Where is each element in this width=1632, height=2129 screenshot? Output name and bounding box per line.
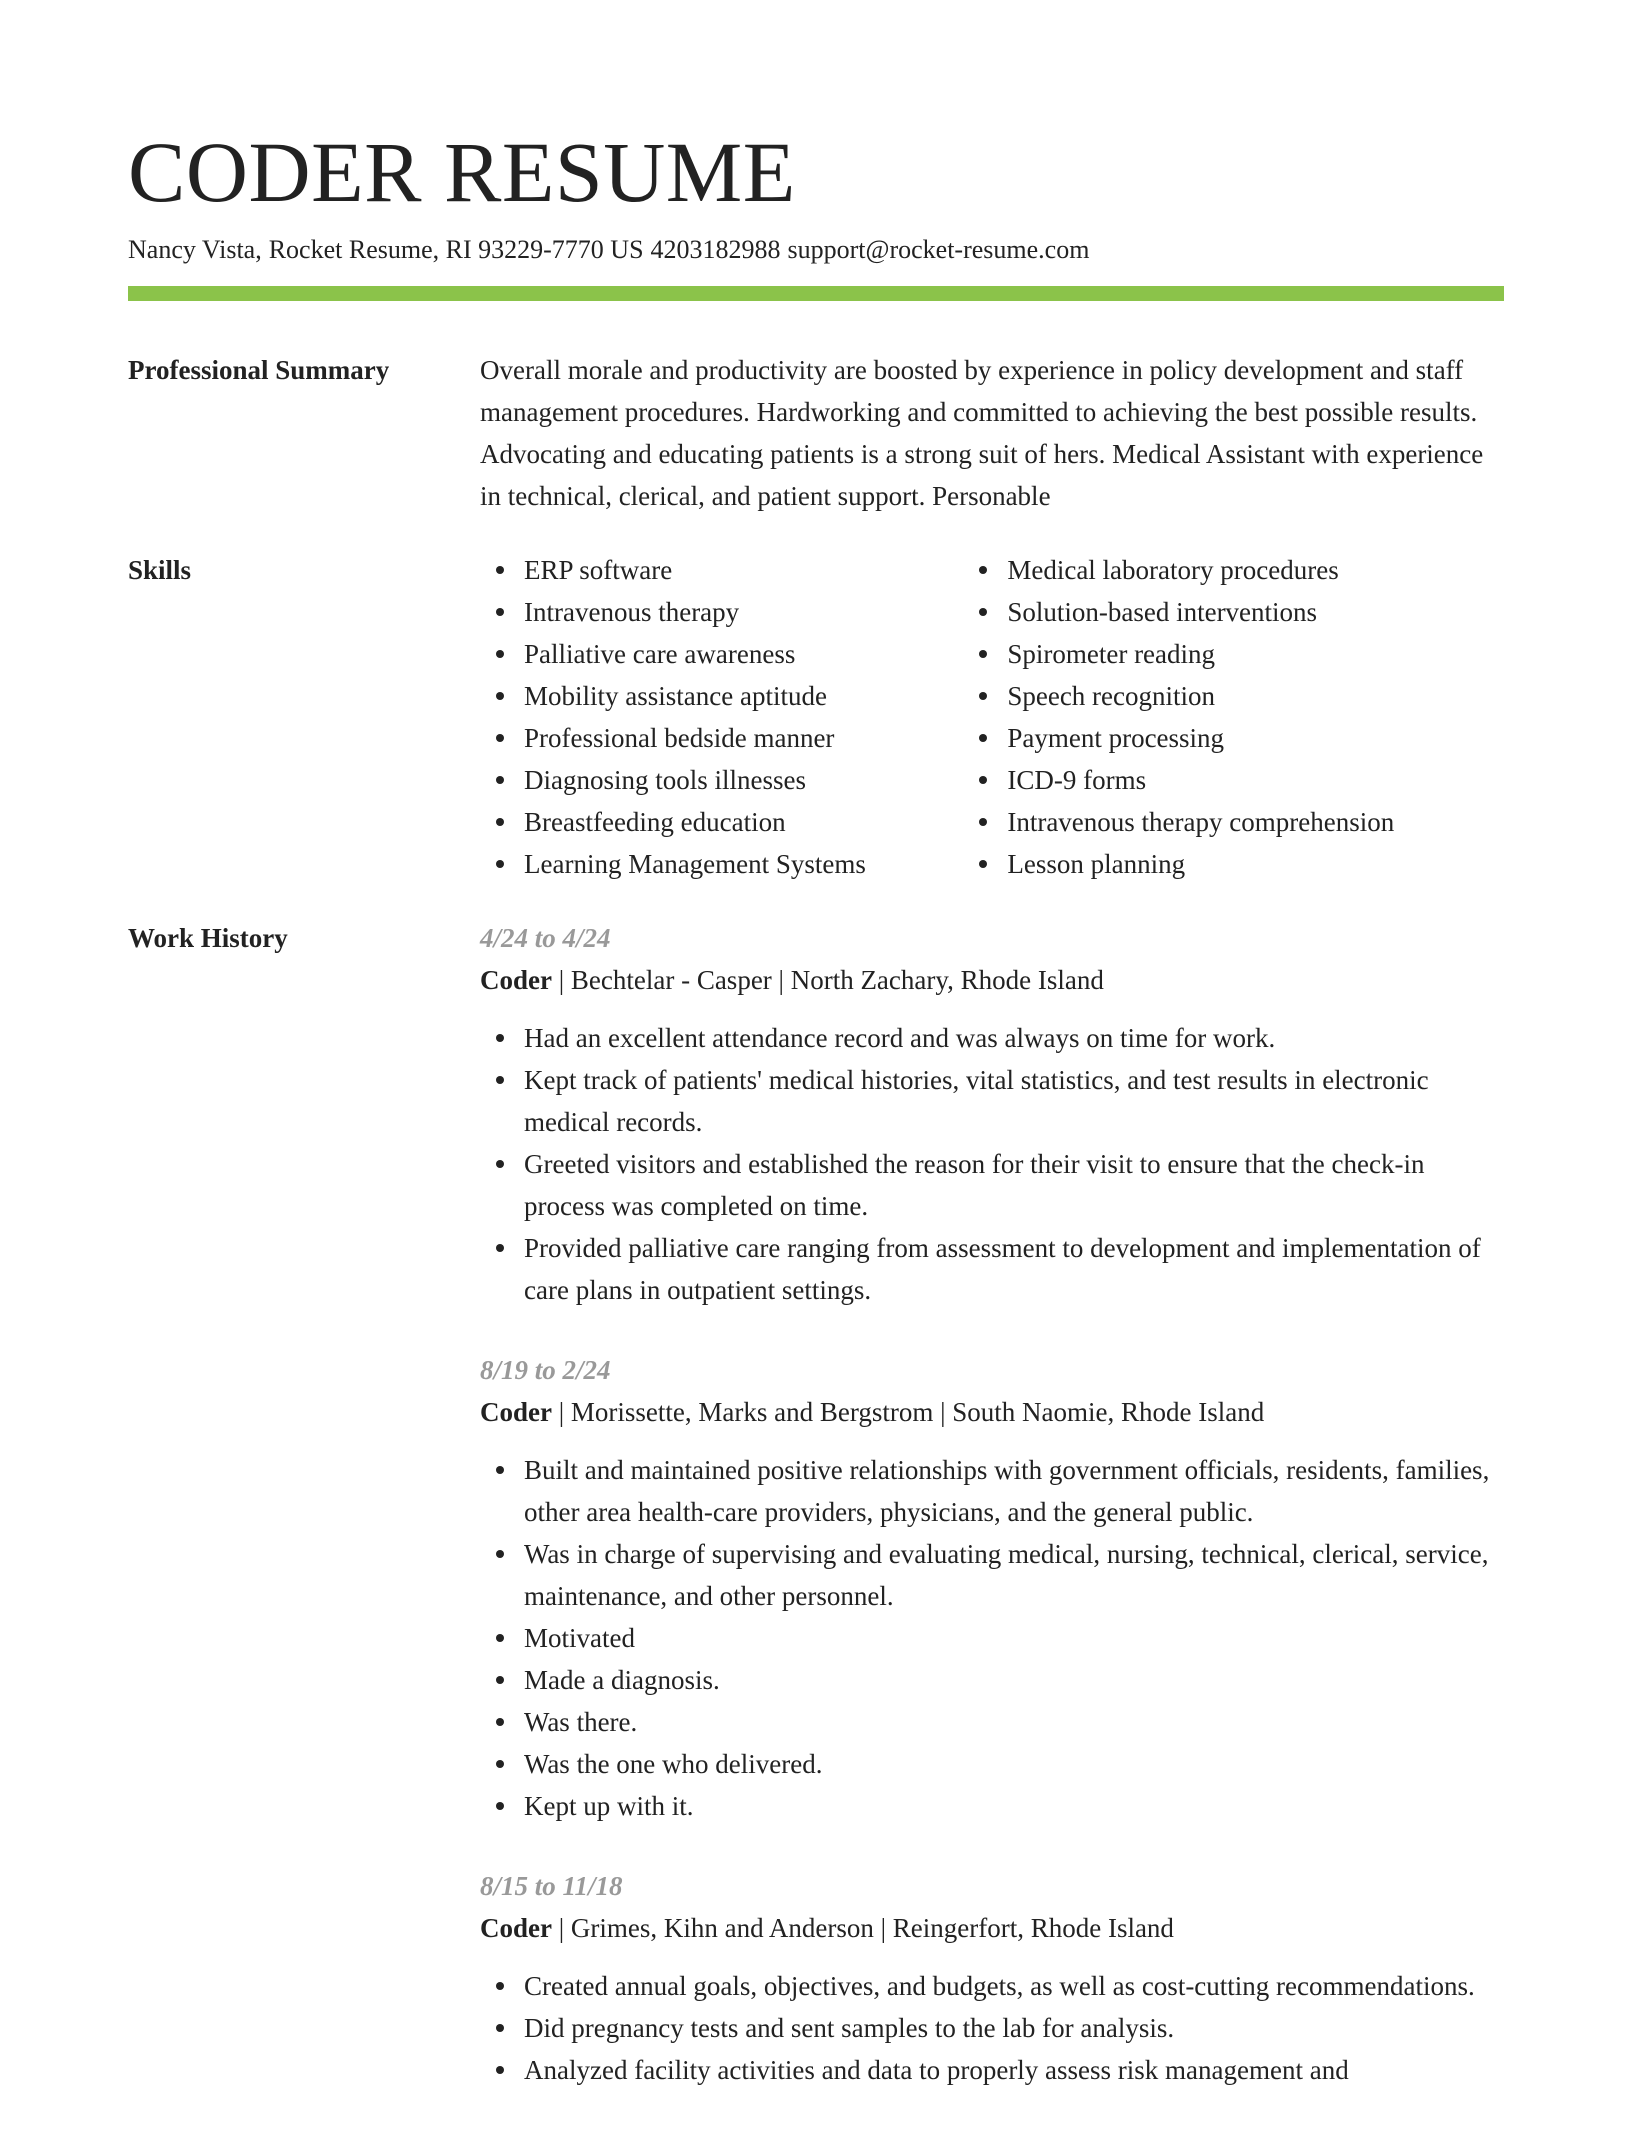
skill-item: Professional bedside manner: [524, 717, 963, 759]
contact-line: [128, 232, 1089, 268]
skill-item: Breastfeeding education: [524, 801, 963, 843]
job-bullet: Greeted visitors and established the reason for their visit to ensure that the check-in process was completed on time.: [524, 1143, 1504, 1227]
job-bullet: Was the one who delivered.: [524, 1743, 1504, 1785]
skill-item: Lesson planning: [1007, 843, 1504, 885]
job-dates: 4/24 to 4/24: [480, 923, 611, 953]
job-bullet: Created annual goals, objectives, and budgets, as well as cost-cutting recommendations.: [524, 1965, 1504, 2007]
summary-text: Overall morale and productivity are boosted by experience in policy development and staff management procedures. Hardworking and committed to achieving the best possible results. Advocating and educating patients is a strong suit of hers. Medical Assistant with experience in technical, clerical, and patient support. Personable: [480, 355, 1484, 511]
job-dates: 8/15 to 11/18: [480, 1871, 623, 1901]
job-line: [480, 1391, 1504, 1433]
job-details: | Grimes, Kihn and Anderson | Reingerfort, Rhode Island: [551, 1913, 1174, 1943]
job-title: Coder: [480, 1913, 552, 1943]
job-details: | Morissette, Marks and Bergstrom | South Naomie, Rhode Island: [551, 1397, 1265, 1427]
skills-body: [480, 549, 1504, 885]
skill-item: Intravenous therapy: [524, 591, 963, 633]
job-bullet: Built and maintained positive relationships with government officials, residents, families, other area health-care providers, physicians, and the general public.: [524, 1449, 1504, 1533]
job-bullet: Kept track of patients' medical histories, vital statistics, and test results in electronic medical records.: [524, 1059, 1504, 1143]
skill-item: ERP software: [524, 549, 963, 591]
skill-item: Speech recognition: [1007, 675, 1504, 717]
job-bullet: Analyzed facility activities and data to properly assess risk management and: [524, 2049, 1504, 2091]
skill-item: Payment processing: [1007, 717, 1504, 759]
job-entry: [480, 917, 1504, 1311]
skill-item: Spirometer reading: [1007, 633, 1504, 675]
job-details: | Bechtelar - Casper | North Zachary, Rhode Island: [551, 965, 1104, 995]
job-entry: [480, 1349, 1504, 1827]
job-title: Coder: [480, 965, 552, 995]
work-history-body: [480, 917, 1504, 2129]
contact-name: Nancy Vista,: [128, 235, 262, 264]
contact-phone: 4203182988: [650, 235, 781, 264]
job-bullet: Made a diagnosis.: [524, 1659, 1504, 1701]
job-bullet: Was there.: [524, 1701, 1504, 1743]
job-bullet: Kept up with it.: [524, 1785, 1504, 1827]
skill-item: ICD-9 forms: [1007, 759, 1504, 801]
job-bullets: [480, 1017, 1504, 1311]
skill-item: Palliative care awareness: [524, 633, 963, 675]
job-bullet: Had an excellent attendance record and was always on time for work.: [524, 1017, 1504, 1059]
skill-item: Intravenous therapy comprehension: [1007, 801, 1504, 843]
skills-heading: Skills: [128, 555, 192, 585]
skills-list-left: [480, 549, 963, 885]
job-title: Coder: [480, 1397, 552, 1427]
skill-item: Learning Management Systems: [524, 843, 963, 885]
contact-address: Rocket Resume, RI 93229-7770 US: [268, 235, 644, 264]
job-bullets: [480, 1965, 1504, 2091]
job-bullet: Provided palliative care ranging from assessment to development and implementation of care plans in outpatient settings.: [524, 1227, 1504, 1311]
job-bullets: [480, 1449, 1504, 1827]
job-dates: 8/19 to 2/24: [480, 1355, 611, 1385]
work-history-heading: Work History: [128, 923, 288, 953]
contact-email: support@rocket-resume.com: [787, 235, 1090, 264]
job-bullet: Motivated: [524, 1617, 1504, 1659]
summary-heading: Professional Summary: [128, 355, 390, 385]
job-entry: [480, 1865, 1504, 2091]
skill-item: Solution-based interventions: [1007, 591, 1504, 633]
job-line: [480, 1907, 1504, 1949]
page-title: CODER RESUME: [128, 124, 796, 220]
summary-body: [480, 349, 1504, 517]
skill-item: Medical laboratory procedures: [1007, 549, 1504, 591]
job-line: [480, 959, 1504, 1001]
job-bullet: Was in charge of supervising and evaluating medical, nursing, technical, clerical, service, maintenance, and other personnel.: [524, 1533, 1504, 1617]
skills-list-right: [963, 549, 1504, 885]
accent-divider: [128, 286, 1504, 301]
job-bullet: Did pregnancy tests and sent samples to the lab for analysis.: [524, 2007, 1504, 2049]
skill-item: Mobility assistance aptitude: [524, 675, 963, 717]
skill-item: Diagnosing tools illnesses: [524, 759, 963, 801]
